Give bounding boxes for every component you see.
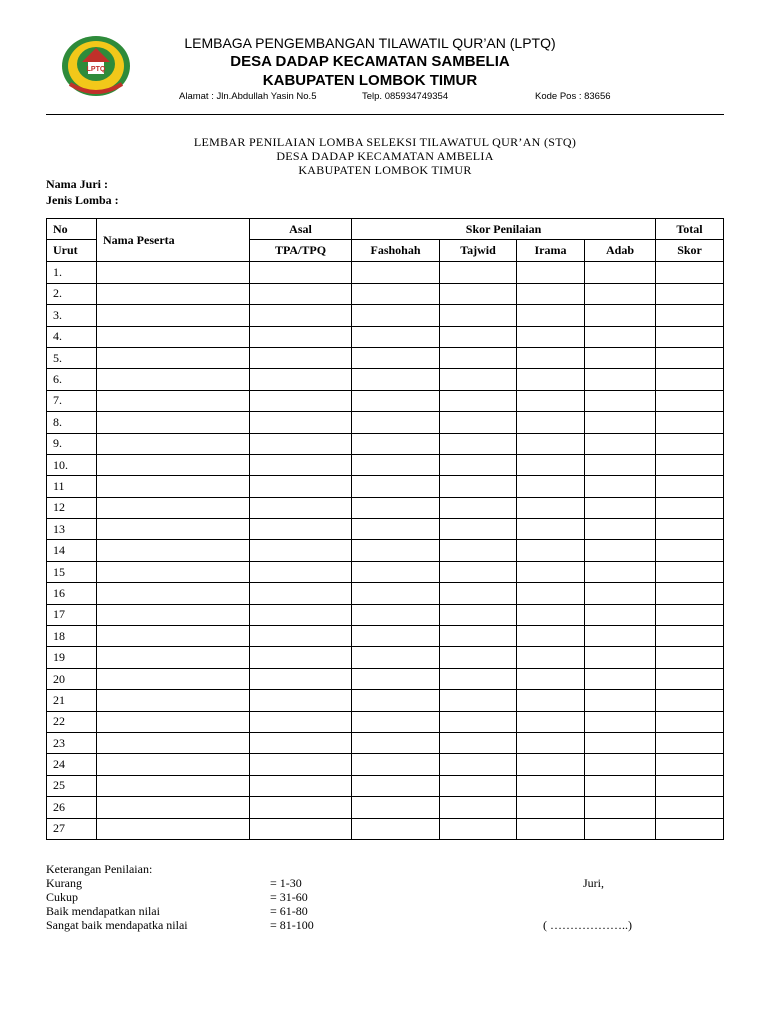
origin-cell[interactable]: [250, 497, 352, 518]
legend-label-cukup: Cukup: [46, 890, 79, 904]
adab-cell[interactable]: [585, 732, 656, 753]
origin-cell[interactable]: [250, 283, 352, 304]
signature-placeholder: ( ………………..): [543, 918, 632, 932]
adab-cell[interactable]: [585, 390, 656, 411]
participant-name-cell[interactable]: [97, 412, 250, 433]
table-row: [47, 390, 724, 411]
origin-cell[interactable]: [250, 519, 352, 540]
irama-cell[interactable]: [517, 647, 585, 668]
tajwid-cell[interactable]: [440, 305, 517, 326]
adab-cell[interactable]: [585, 433, 656, 454]
row-number: 25: [47, 775, 97, 796]
participant-name-cell[interactable]: [97, 390, 250, 411]
header-fashohah: Fashohah: [352, 240, 440, 262]
participant-name-cell[interactable]: [97, 668, 250, 689]
tajwid-cell[interactable]: [440, 347, 517, 368]
letterhead-institution: LEMBAGA PENGEMBANGAN TILAWATIL QUR’AN (LPTQ): [184, 35, 556, 51]
tajwid-cell[interactable]: [440, 604, 517, 625]
adab-cell[interactable]: [585, 668, 656, 689]
table-row: [47, 369, 724, 390]
table-row: [47, 818, 724, 839]
table-row: [47, 775, 724, 796]
legend-range-sangat-baik: = 81-100: [270, 918, 314, 932]
participant-name-cell[interactable]: [97, 626, 250, 647]
irama-cell[interactable]: [517, 561, 585, 582]
adab-cell[interactable]: [585, 754, 656, 775]
total-cell[interactable]: [656, 283, 724, 304]
header-urut: Urut: [47, 240, 97, 262]
row-number: 19: [47, 647, 97, 668]
tajwid-cell[interactable]: [440, 732, 517, 753]
header-tpa-tpq: TPA/TPQ: [250, 240, 352, 262]
adab-cell[interactable]: [585, 454, 656, 475]
irama-cell[interactable]: [517, 583, 585, 604]
tajwid-cell[interactable]: [440, 369, 517, 390]
irama-cell[interactable]: [517, 476, 585, 497]
irama-cell[interactable]: [517, 326, 585, 347]
total-cell[interactable]: [656, 626, 724, 647]
irama-cell[interactable]: [517, 754, 585, 775]
participant-name-cell[interactable]: [97, 797, 250, 818]
fashohah-cell[interactable]: [352, 540, 440, 561]
tajwid-cell[interactable]: [440, 476, 517, 497]
fashohah-cell[interactable]: [352, 497, 440, 518]
legend-label-sangat-baik: Sangat baik mendapatka nilai: [46, 918, 188, 932]
judge-name-label: Nama Juri :: [46, 177, 108, 191]
irama-cell[interactable]: [517, 775, 585, 796]
row-number: 23: [47, 732, 97, 753]
irama-cell[interactable]: [517, 604, 585, 625]
adab-cell[interactable]: [585, 540, 656, 561]
table-row: [47, 283, 724, 304]
total-cell[interactable]: [656, 604, 724, 625]
tajwid-cell[interactable]: [440, 433, 517, 454]
fashohah-cell[interactable]: [352, 668, 440, 689]
participant-name-cell[interactable]: [97, 519, 250, 540]
adab-cell[interactable]: [585, 412, 656, 433]
header-score-group: Skor Penilaian: [352, 219, 656, 240]
fashohah-cell[interactable]: [352, 626, 440, 647]
fashohah-cell[interactable]: [352, 647, 440, 668]
tajwid-cell[interactable]: [440, 754, 517, 775]
fashohah-cell[interactable]: [352, 390, 440, 411]
fashohah-cell[interactable]: [352, 711, 440, 732]
irama-cell[interactable]: [517, 497, 585, 518]
table-row: [47, 561, 724, 582]
adab-cell[interactable]: [585, 604, 656, 625]
fashohah-cell[interactable]: [352, 561, 440, 582]
row-number: 7.: [47, 390, 97, 411]
irama-cell[interactable]: [517, 283, 585, 304]
total-cell[interactable]: [656, 797, 724, 818]
irama-cell[interactable]: [517, 369, 585, 390]
adab-cell[interactable]: [585, 711, 656, 732]
header-origin: Asal: [250, 219, 352, 240]
tajwid-cell[interactable]: [440, 668, 517, 689]
legend-range-cukup: = 31-60: [270, 890, 308, 904]
legend-label-kurang: Kurang: [46, 876, 82, 890]
fashohah-cell[interactable]: [352, 412, 440, 433]
tajwid-cell[interactable]: [440, 283, 517, 304]
participant-name-cell[interactable]: [97, 454, 250, 475]
tajwid-cell[interactable]: [440, 561, 517, 582]
row-number: 5.: [47, 347, 97, 368]
row-number: 9.: [47, 433, 97, 454]
fashohah-cell[interactable]: [352, 754, 440, 775]
letterhead-phone: Telp. 085934749354: [362, 91, 449, 102]
origin-cell[interactable]: [250, 604, 352, 625]
origin-cell[interactable]: [250, 262, 352, 283]
row-number: 16: [47, 583, 97, 604]
row-number: 3.: [47, 305, 97, 326]
adab-cell[interactable]: [585, 797, 656, 818]
table-row: [47, 262, 724, 283]
participant-name-cell[interactable]: [97, 775, 250, 796]
row-number: 4.: [47, 326, 97, 347]
table-row: [47, 347, 724, 368]
table-row: [47, 454, 724, 475]
letterhead-village: DESA DADAP KECAMATAN SAMBELIA: [230, 53, 510, 70]
adab-cell[interactable]: [585, 775, 656, 796]
logo-text: LPTQ: [86, 66, 106, 73]
total-cell[interactable]: [656, 754, 724, 775]
row-number: 15: [47, 561, 97, 582]
row-number: 21: [47, 690, 97, 711]
total-cell[interactable]: [656, 583, 724, 604]
adab-cell[interactable]: [585, 626, 656, 647]
row-number: 24: [47, 754, 97, 775]
table-row: [47, 711, 724, 732]
irama-cell[interactable]: [517, 690, 585, 711]
signature-title: Juri,: [583, 876, 604, 890]
letterhead-postal-code: Kode Pos : 83656: [535, 91, 611, 102]
table-row: [47, 497, 724, 518]
participant-name-cell[interactable]: [97, 433, 250, 454]
fashohah-cell[interactable]: [352, 476, 440, 497]
origin-cell[interactable]: [250, 326, 352, 347]
table-row: [47, 433, 724, 454]
letterhead-divider: [46, 114, 724, 115]
irama-cell[interactable]: [517, 540, 585, 561]
table-row: [47, 604, 724, 625]
header-skor: Skor: [656, 240, 724, 262]
tajwid-cell[interactable]: [440, 626, 517, 647]
origin-cell[interactable]: [250, 412, 352, 433]
origin-cell[interactable]: [250, 583, 352, 604]
origin-cell[interactable]: [250, 390, 352, 411]
irama-cell[interactable]: [517, 412, 585, 433]
header-tajwid: Tajwid: [440, 240, 517, 262]
table-row: [47, 732, 724, 753]
total-cell[interactable]: [656, 690, 724, 711]
participant-name-cell[interactable]: [97, 347, 250, 368]
header-adab: Adab: [585, 240, 656, 262]
table-row: [47, 647, 724, 668]
tajwid-cell[interactable]: [440, 519, 517, 540]
participant-name-cell[interactable]: [97, 326, 250, 347]
origin-cell[interactable]: [250, 454, 352, 475]
fashohah-cell[interactable]: [352, 262, 440, 283]
origin-cell[interactable]: [250, 433, 352, 454]
row-number: 17: [47, 604, 97, 625]
total-cell[interactable]: [656, 262, 724, 283]
total-cell[interactable]: [656, 369, 724, 390]
origin-cell[interactable]: [250, 818, 352, 839]
tajwid-cell[interactable]: [440, 540, 517, 561]
total-cell[interactable]: [656, 540, 724, 561]
participant-name-cell[interactable]: [97, 754, 250, 775]
contest-type-label: Jenis Lomba :: [46, 193, 119, 207]
table-row: [47, 519, 724, 540]
fashohah-cell[interactable]: [352, 347, 440, 368]
origin-cell[interactable]: [250, 347, 352, 368]
irama-cell[interactable]: [517, 797, 585, 818]
fashohah-cell[interactable]: [352, 454, 440, 475]
adab-cell[interactable]: [585, 476, 656, 497]
total-cell[interactable]: [656, 668, 724, 689]
row-number: 18: [47, 626, 97, 647]
adab-cell[interactable]: [585, 347, 656, 368]
irama-cell[interactable]: [517, 818, 585, 839]
fashohah-cell[interactable]: [352, 326, 440, 347]
origin-cell[interactable]: [250, 561, 352, 582]
participant-name-cell[interactable]: [97, 476, 250, 497]
origin-cell[interactable]: [250, 369, 352, 390]
fashohah-cell[interactable]: [352, 583, 440, 604]
table-row: [47, 326, 724, 347]
fashohah-cell[interactable]: [352, 818, 440, 839]
total-cell[interactable]: [656, 732, 724, 753]
tajwid-cell[interactable]: [440, 390, 517, 411]
adab-cell[interactable]: [585, 326, 656, 347]
legend-range-kurang: = 1-30: [270, 876, 302, 890]
total-cell[interactable]: [656, 476, 724, 497]
adab-cell[interactable]: [585, 818, 656, 839]
table-row: [47, 476, 724, 497]
irama-cell[interactable]: [517, 454, 585, 475]
participant-name-cell[interactable]: [97, 711, 250, 732]
tajwid-cell[interactable]: [440, 326, 517, 347]
row-number: 20: [47, 668, 97, 689]
row-number: 13: [47, 519, 97, 540]
participant-name-cell[interactable]: [97, 540, 250, 561]
fashohah-cell[interactable]: [352, 305, 440, 326]
total-cell[interactable]: [656, 711, 724, 732]
adab-cell[interactable]: [585, 583, 656, 604]
row-number: 26: [47, 797, 97, 818]
total-cell[interactable]: [656, 326, 724, 347]
row-number: 8.: [47, 412, 97, 433]
irama-cell[interactable]: [517, 262, 585, 283]
tajwid-cell[interactable]: [440, 583, 517, 604]
irama-cell[interactable]: [517, 668, 585, 689]
adab-cell[interactable]: [585, 262, 656, 283]
table-row: [47, 668, 724, 689]
total-cell[interactable]: [656, 390, 724, 411]
tajwid-cell[interactable]: [440, 711, 517, 732]
header-irama: Irama: [517, 240, 585, 262]
irama-cell[interactable]: [517, 433, 585, 454]
origin-cell[interactable]: [250, 732, 352, 753]
origin-cell[interactable]: [250, 690, 352, 711]
origin-cell[interactable]: [250, 626, 352, 647]
adab-cell[interactable]: [585, 497, 656, 518]
tajwid-cell[interactable]: [440, 647, 517, 668]
origin-cell[interactable]: [250, 476, 352, 497]
origin-cell[interactable]: [250, 754, 352, 775]
tajwid-cell[interactable]: [440, 454, 517, 475]
origin-cell[interactable]: [250, 305, 352, 326]
participant-name-cell[interactable]: [97, 604, 250, 625]
irama-cell[interactable]: [517, 732, 585, 753]
origin-cell[interactable]: [250, 797, 352, 818]
row-number: 2.: [47, 283, 97, 304]
lptq-logo: [60, 34, 132, 98]
form-title: LEMBAR PENILAIAN LOMBA SELEKSI TILAWATUL QUR’AN (STQ): [193, 135, 577, 149]
irama-cell[interactable]: [517, 305, 585, 326]
fashohah-cell[interactable]: [352, 690, 440, 711]
form-subtitle-regency: KABUPATEN LOMBOK TIMUR: [298, 163, 472, 177]
adab-cell[interactable]: [585, 305, 656, 326]
fashohah-cell[interactable]: [352, 519, 440, 540]
participant-name-cell[interactable]: [97, 690, 250, 711]
tajwid-cell[interactable]: [440, 412, 517, 433]
total-cell[interactable]: [656, 347, 724, 368]
fashohah-cell[interactable]: [352, 433, 440, 454]
table-row: [47, 412, 724, 433]
legend-label-baik: Baik mendapatkan nilai: [46, 904, 160, 918]
row-number: 11: [47, 476, 97, 497]
participant-name-cell[interactable]: [97, 262, 250, 283]
total-cell[interactable]: [656, 454, 724, 475]
total-cell[interactable]: [656, 519, 724, 540]
origin-cell[interactable]: [250, 647, 352, 668]
tajwid-cell[interactable]: [440, 797, 517, 818]
row-number: 14: [47, 540, 97, 561]
total-cell[interactable]: [656, 497, 724, 518]
fashohah-cell[interactable]: [352, 797, 440, 818]
adab-cell[interactable]: [585, 283, 656, 304]
fashohah-cell[interactable]: [352, 732, 440, 753]
adab-cell[interactable]: [585, 690, 656, 711]
table-row: [47, 540, 724, 561]
table-row: [47, 626, 724, 647]
irama-cell[interactable]: [517, 347, 585, 368]
participant-name-cell[interactable]: [97, 561, 250, 582]
row-number: 22: [47, 711, 97, 732]
participant-name-cell[interactable]: [97, 647, 250, 668]
participant-name-cell[interactable]: [97, 732, 250, 753]
form-subtitle-village: DESA DADAP KECAMATAN AMBELIA: [276, 149, 494, 163]
fashohah-cell[interactable]: [352, 369, 440, 390]
adab-cell[interactable]: [585, 519, 656, 540]
letterhead-regency: KABUPATEN LOMBOK TIMUR: [262, 72, 478, 89]
tajwid-cell[interactable]: [440, 262, 517, 283]
participant-name-cell[interactable]: [97, 583, 250, 604]
table-row: [47, 583, 724, 604]
row-number: 6.: [47, 369, 97, 390]
legend-heading: Keterangan Penilaian:: [46, 862, 153, 876]
irama-cell[interactable]: [517, 390, 585, 411]
total-cell[interactable]: [656, 412, 724, 433]
participant-name-cell[interactable]: [97, 369, 250, 390]
participant-name-cell[interactable]: [97, 283, 250, 304]
tajwid-cell[interactable]: [440, 690, 517, 711]
fashohah-cell[interactable]: [352, 604, 440, 625]
legend-range-baik: = 61-80: [270, 904, 308, 918]
table-row: [47, 305, 724, 326]
adab-cell[interactable]: [585, 369, 656, 390]
table-row: [47, 797, 724, 818]
letterhead-address: Alamat : Jln.Abdullah Yasin No.5: [179, 91, 317, 102]
adab-cell[interactable]: [585, 647, 656, 668]
participant-name-cell[interactable]: [97, 305, 250, 326]
irama-cell[interactable]: [517, 711, 585, 732]
table-row: [47, 754, 724, 775]
total-cell[interactable]: [656, 433, 724, 454]
total-cell[interactable]: [656, 647, 724, 668]
tajwid-cell[interactable]: [440, 497, 517, 518]
total-cell[interactable]: [656, 561, 724, 582]
participant-name-cell[interactable]: [97, 497, 250, 518]
fashohah-cell[interactable]: [352, 283, 440, 304]
row-number: 10.: [47, 454, 97, 475]
fashohah-cell[interactable]: [352, 775, 440, 796]
origin-cell[interactable]: [250, 775, 352, 796]
participant-name-cell[interactable]: [97, 818, 250, 839]
adab-cell[interactable]: [585, 561, 656, 582]
header-no: No: [47, 219, 97, 240]
table-row: [47, 690, 724, 711]
irama-cell[interactable]: [517, 626, 585, 647]
row-number: 27: [47, 818, 97, 839]
total-cell[interactable]: [656, 305, 724, 326]
total-cell[interactable]: [656, 775, 724, 796]
origin-cell[interactable]: [250, 668, 352, 689]
header-participant-name: Nama Peserta: [97, 219, 250, 262]
origin-cell[interactable]: [250, 711, 352, 732]
tajwid-cell[interactable]: [440, 775, 517, 796]
header-total: Total: [656, 219, 724, 240]
tajwid-cell[interactable]: [440, 818, 517, 839]
irama-cell[interactable]: [517, 519, 585, 540]
score-table: [46, 218, 724, 840]
row-number: 12: [47, 497, 97, 518]
row-number: 1.: [47, 262, 97, 283]
total-cell[interactable]: [656, 818, 724, 839]
origin-cell[interactable]: [250, 540, 352, 561]
